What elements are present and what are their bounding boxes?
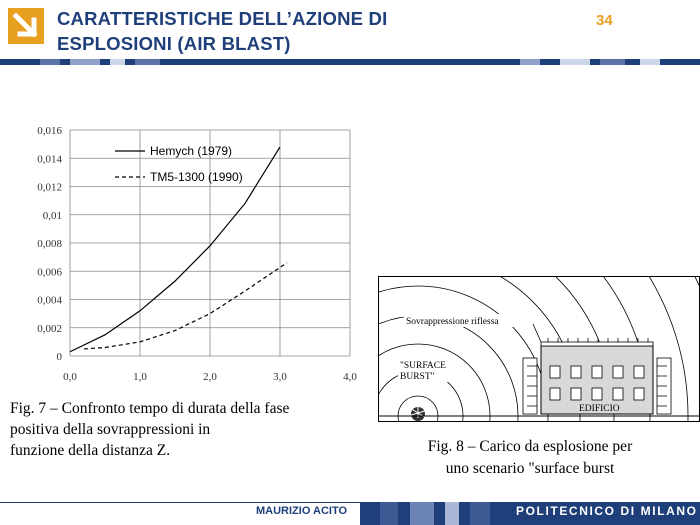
- footer-author: MAURIZIO ACITO: [256, 505, 348, 517]
- x-tick-label: 4,0: [343, 371, 357, 383]
- label-building: EDIFICIO: [579, 404, 620, 414]
- fig7-caption-line-3: funzione della distanza Z.: [10, 442, 171, 459]
- fig7-chart: [20, 120, 365, 390]
- logo-arrow-icon: [8, 8, 44, 44]
- y-tick-label: 0,01: [42, 209, 62, 222]
- fig8-caption-line-2: uno scenario "surface burst: [445, 460, 615, 477]
- y-tick-label: 0,014: [37, 153, 62, 166]
- chart-legend: [115, 144, 243, 184]
- fig7-caption-line-1: Fig. 7 – Confronto tempo di durata della fase: [10, 400, 290, 417]
- footer-institution: POLITECNICO DI MILANO: [516, 504, 698, 518]
- fig8-caption: [380, 436, 680, 480]
- y-tick-label: 0,008: [37, 238, 62, 250]
- legend-label-2: TM5-1300 (1990): [150, 170, 243, 184]
- x-tick-label: 1,0: [133, 371, 147, 383]
- y-tick-label: 0,016: [37, 125, 62, 137]
- fig8-surface-burst-diagram: [378, 276, 700, 422]
- y-tick-label: 0,004: [37, 294, 62, 307]
- slide-number: 34: [596, 12, 613, 29]
- slide-title-line-2: ESPLOSIONI (AIR BLAST): [57, 33, 291, 54]
- x-tick-label: 3,0: [273, 371, 287, 383]
- header-divider-strip: [0, 59, 700, 65]
- legend-label-1: Hemych (1979): [150, 144, 233, 158]
- y-tick-label: 0,012: [37, 181, 62, 194]
- y-tick-label: 0,006: [37, 266, 62, 279]
- y-tick-label: 0,002: [37, 322, 62, 335]
- series-line-2: [84, 263, 287, 349]
- x-tick-label: 2,0: [203, 371, 217, 383]
- chart-grid: [70, 130, 350, 356]
- fig7-caption: [10, 398, 365, 461]
- label-reflected-overpressure: Sovrappressione riflessa: [406, 317, 499, 327]
- x-tick-label: 0,0: [63, 371, 77, 383]
- slide-title-line-1: CARATTERISTICHE DELL’AZIONE DI: [57, 8, 388, 29]
- label-surface-burst-1: "SURFACE: [400, 361, 446, 371]
- fig8-caption-line-1: Fig. 8 – Carico da esplosione per: [427, 438, 633, 455]
- label-surface-burst-2: BURST": [400, 372, 435, 382]
- y-tick-label: 0: [56, 351, 62, 363]
- slide-title: [57, 6, 537, 56]
- fig7-caption-line-2: positiva della sovrappressioni in: [10, 421, 211, 438]
